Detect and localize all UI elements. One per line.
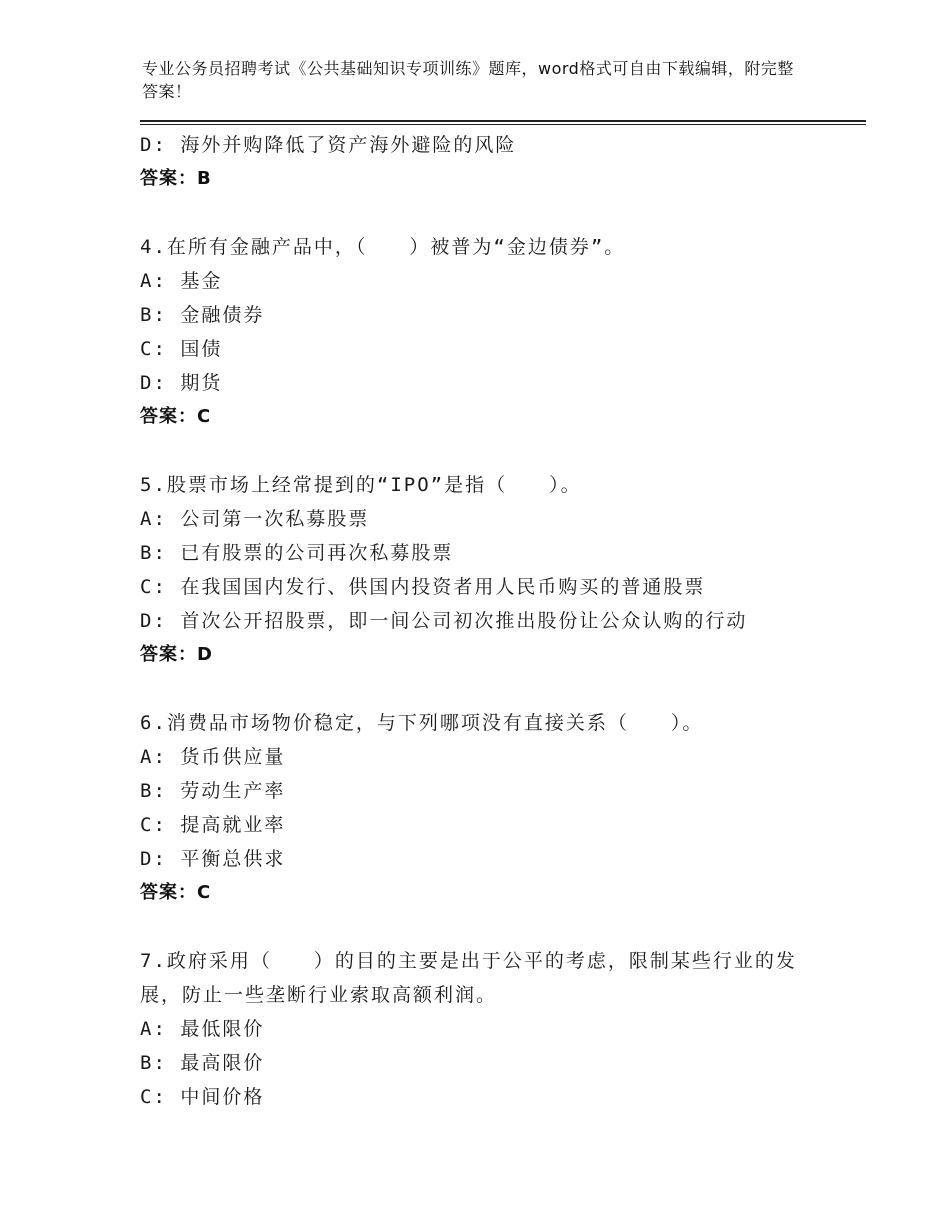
question-stem: 7.政府采用（ ）的目的主要是出于公平的考虑，限制某些行业的发展，防止一些垄断行业索取高额利润。 xyxy=(140,950,797,1006)
option-c: C: 中间价格 xyxy=(140,1086,265,1108)
prev-question-answer: 答案：B xyxy=(140,168,212,189)
option-b: B: 金融债券 xyxy=(140,304,265,326)
question-7 xyxy=(140,944,860,1114)
question-stem: 6.消费品市场物价稳定，与下列哪项没有直接关系（ ）。 xyxy=(140,712,704,734)
option-a: A: 货币供应量 xyxy=(140,746,286,768)
option-a: A: 基金 xyxy=(140,270,223,292)
option-b: B: 劳动生产率 xyxy=(140,780,286,802)
spacer xyxy=(140,672,860,706)
header-rule-thick xyxy=(140,120,866,122)
option-b: B: 已有股票的公司再次私募股票 xyxy=(140,542,454,564)
question-4 xyxy=(140,230,860,434)
spacer xyxy=(140,434,860,468)
question-list xyxy=(140,128,860,1114)
question-6 xyxy=(140,706,860,910)
question-answer: 答案：C xyxy=(140,406,212,427)
question-answer: 答案：C xyxy=(140,882,212,903)
option-d: D: 期货 xyxy=(140,372,223,394)
option-a: A: 公司第一次私募股票 xyxy=(140,508,370,530)
option-c: C: 在我国国内发行、供国内投资者用人民币购买的普通股票 xyxy=(140,576,706,598)
question-answer: 答案：D xyxy=(140,644,213,665)
option-c: C: 提高就业率 xyxy=(140,814,286,836)
question-5 xyxy=(140,468,860,672)
question-stem: 4.在所有金融产品中，（ ）被普为“金边债券”。 xyxy=(140,236,626,258)
option-a: A: 最低限价 xyxy=(140,1018,265,1040)
header-rule-thin xyxy=(140,124,866,125)
spacer xyxy=(140,196,860,230)
prev-question-option-d: D: 海外并购降低了资产海外避险的风险 xyxy=(140,134,517,156)
page-header: 专业公务员招聘考试《公共基础知识专项训练》题库，word格式可自由下载编辑，附完整答案！ xyxy=(142,59,794,101)
option-c: C: 国债 xyxy=(140,338,223,360)
option-d: D: 平衡总供求 xyxy=(140,848,286,870)
option-b: B: 最高限价 xyxy=(140,1052,265,1074)
spacer xyxy=(140,910,860,944)
question-stem: 5.股票市场上经常提到的“IPO”是指（ ）。 xyxy=(140,474,582,496)
option-d: D: 首次公开招股票，即一间公司初次推出股份让公众认购的行动 xyxy=(140,610,748,632)
